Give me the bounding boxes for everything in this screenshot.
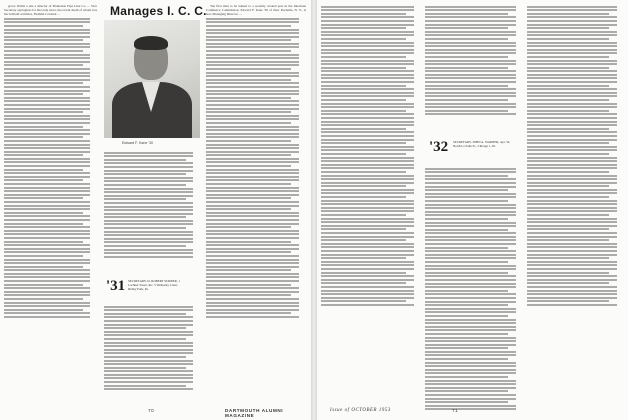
right-column-2 bbox=[425, 4, 523, 117]
column-1-lead-text: grove Wallis a site a director of Plantation Pipe Line Co. ... Vice Secretary apologizes for his tardy news, the recent death of whom was his Sabbath activities, Flemish Colonial ... bbox=[4, 4, 98, 17]
right-column-1 bbox=[321, 4, 421, 307]
article-title: Manages I. C. C. bbox=[110, 4, 207, 18]
class-31-number: '31 bbox=[106, 278, 126, 294]
left-page-number: 70 bbox=[148, 408, 155, 413]
class-32-secretary: SECRETARY, JOHN A. WARNER, Apt. 52, North La Salle St., Chicago 1, Ill. bbox=[453, 140, 511, 148]
column-1-body bbox=[4, 18, 97, 318]
right-column-3 bbox=[527, 4, 624, 307]
left-column-1 bbox=[4, 4, 97, 320]
left-column-3 bbox=[206, 4, 306, 320]
class-32-number: '32 bbox=[429, 139, 449, 155]
class-32-body bbox=[425, 166, 523, 412]
photo-caption: Edward F. Kane '30 bbox=[122, 141, 154, 145]
left-column-2 bbox=[104, 150, 200, 259]
class-31-secretary: SECRETARY, D. ROBERT SURBER, 1 Lochner Street, Inc. 5 Wellesley Court, Ridley Park, Pa. bbox=[128, 279, 180, 291]
right-page bbox=[317, 0, 628, 420]
magazine-title: DARTMOUTH ALUMNI MAGAZINE bbox=[225, 408, 284, 418]
right-page-number: 71 bbox=[452, 408, 459, 413]
left-page bbox=[0, 0, 311, 420]
issue-label: Issue of OCTOBER 1953 bbox=[330, 408, 391, 413]
class-31-body bbox=[104, 304, 200, 392]
column-3-lead-text: The first man to be named to a recently created post in the Interstate Commerce Commission, Edward F. Kane '30 of New Rochelle, N. Y., is now Managing Director. ... bbox=[206, 4, 306, 17]
portrait-photo bbox=[104, 20, 200, 138]
